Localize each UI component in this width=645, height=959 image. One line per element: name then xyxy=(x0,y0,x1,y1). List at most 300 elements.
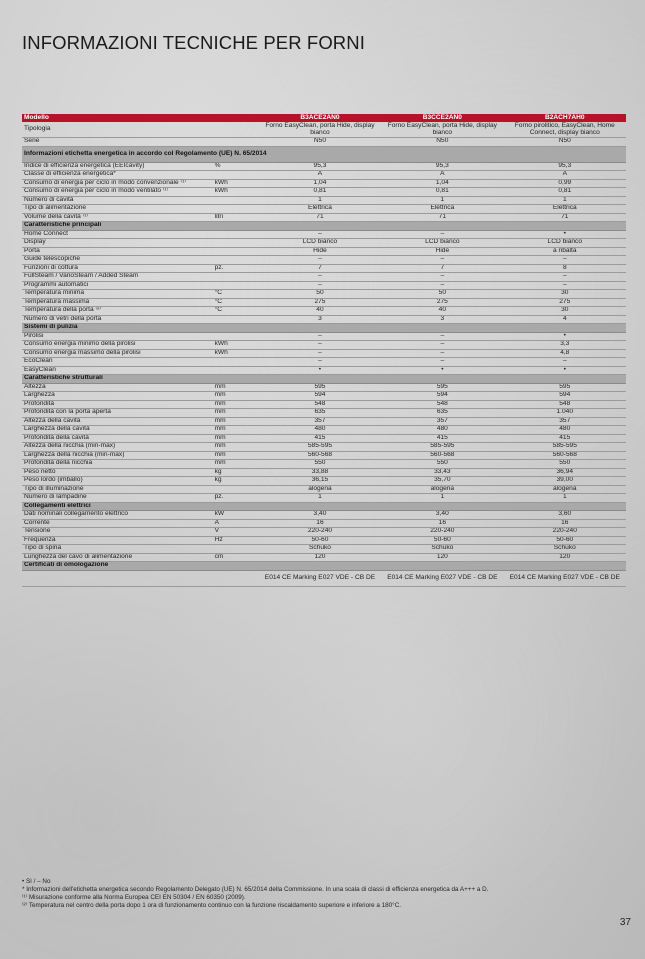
table-row xyxy=(22,298,626,307)
row-unit: kWh xyxy=(213,188,259,197)
row-value: – xyxy=(381,332,503,341)
row-unit xyxy=(213,366,259,375)
row-value: 30 xyxy=(504,290,626,299)
table-row xyxy=(22,528,626,537)
table-row xyxy=(22,171,626,180)
row-unit xyxy=(213,281,259,290)
row-value: – xyxy=(381,341,503,350)
table-row xyxy=(22,341,626,350)
row-value: 40 xyxy=(259,307,381,316)
row-value: – xyxy=(381,349,503,358)
row-value: 1 xyxy=(259,196,381,205)
row-value: 30 xyxy=(504,307,626,316)
row-value: 33,43 xyxy=(381,468,503,477)
row-unit: kWh xyxy=(213,349,259,358)
row-value: LCD bianco xyxy=(504,239,626,248)
table-row xyxy=(22,545,626,554)
row-unit: kW xyxy=(213,511,259,520)
footnote: • Sì / – No xyxy=(22,878,51,885)
row-unit: kWh xyxy=(213,179,259,188)
row-value: 560-568 xyxy=(259,451,381,460)
row-value: – xyxy=(259,273,381,282)
row-value: 16 xyxy=(259,519,381,528)
row-value: 220-240 xyxy=(504,528,626,537)
row-value: N50 xyxy=(259,138,381,147)
table-row xyxy=(22,485,626,494)
row-value: Elettrica xyxy=(259,205,381,214)
section-header-row xyxy=(22,222,626,231)
row-value: 585-595 xyxy=(381,443,503,452)
row-label: Numero di cavità xyxy=(22,196,213,205)
row-value: 1 xyxy=(381,494,503,503)
row-value: 50-60 xyxy=(381,536,503,545)
table-row xyxy=(22,239,626,248)
row-label: Consumo energia minimo della pirolisi xyxy=(22,341,213,350)
row-value: 1.040 xyxy=(504,409,626,418)
row-label: Guide telescopiche xyxy=(22,256,213,265)
row-value: 95,3 xyxy=(259,162,381,171)
table-row xyxy=(22,196,626,205)
table-row xyxy=(22,273,626,282)
row-value: – xyxy=(504,281,626,290)
table-row xyxy=(22,460,626,469)
table-row xyxy=(22,349,626,358)
table-row xyxy=(22,307,626,316)
row-unit xyxy=(213,239,259,248)
row-value: 595 xyxy=(504,383,626,392)
row-unit: mm xyxy=(213,460,259,469)
row-label xyxy=(22,570,213,586)
row-unit: mm xyxy=(213,451,259,460)
row-value: 120 xyxy=(381,553,503,562)
row-value: E014 CE Marking E027 VDE - CB DE xyxy=(259,570,381,586)
row-value: – xyxy=(259,281,381,290)
row-label: EcoClean xyxy=(22,358,213,367)
row-value: 560-568 xyxy=(381,451,503,460)
row-value: 7 xyxy=(381,264,503,273)
row-value: 1,04 xyxy=(259,179,381,188)
row-unit xyxy=(213,196,259,205)
row-value: alogena xyxy=(259,485,381,494)
row-unit xyxy=(213,358,259,367)
spec-table-container xyxy=(22,114,626,587)
section-header-row xyxy=(22,562,626,571)
row-value: 585-595 xyxy=(504,443,626,452)
row-value: 1 xyxy=(504,196,626,205)
row-unit: litri xyxy=(213,213,259,222)
row-unit: pz. xyxy=(213,264,259,273)
row-unit xyxy=(213,570,259,586)
row-value: 548 xyxy=(504,400,626,409)
row-value: 480 xyxy=(259,426,381,435)
spec-table-body xyxy=(22,122,626,586)
row-label: Altezza della cavità xyxy=(22,417,213,426)
row-label: Tipo di spina xyxy=(22,545,213,554)
row-value: 275 xyxy=(381,298,503,307)
table-row xyxy=(22,409,626,418)
row-value: – xyxy=(381,230,503,239)
row-unit: mm xyxy=(213,400,259,409)
row-label: Volume della cavità ⁽¹⁾ xyxy=(22,213,213,222)
table-row xyxy=(22,570,626,586)
row-label: Numero di lampadine xyxy=(22,494,213,503)
table-row xyxy=(22,162,626,171)
header-model: B2ACH7AH0 xyxy=(504,114,626,122)
row-unit: pz. xyxy=(213,494,259,503)
row-unit xyxy=(213,230,259,239)
row-value: A xyxy=(381,171,503,180)
header-model: B3CCE2AN0 xyxy=(381,114,503,122)
section-title: Sistemi di pulizia xyxy=(22,324,626,333)
table-row xyxy=(22,281,626,290)
table-row xyxy=(22,332,626,341)
row-label: Consumo di energia per ciclo in modo convenzionale ⁽¹⁾ xyxy=(22,179,213,188)
row-value: 36,15 xyxy=(259,477,381,486)
row-value: 1 xyxy=(381,196,503,205)
row-value: 50 xyxy=(381,290,503,299)
row-value: – xyxy=(381,273,503,282)
row-value: – xyxy=(381,281,503,290)
row-label: Frequenza xyxy=(22,536,213,545)
row-value: 3,40 xyxy=(381,511,503,520)
row-value: 480 xyxy=(381,426,503,435)
row-label: Classe di efficienza energetica* xyxy=(22,171,213,180)
row-value: 71 xyxy=(504,213,626,222)
row-value: alogena xyxy=(381,485,503,494)
row-value: 120 xyxy=(259,553,381,562)
row-value: 16 xyxy=(381,519,503,528)
row-label: Consumo energia massimo della pirolisi xyxy=(22,349,213,358)
table-row xyxy=(22,366,626,375)
row-value: – xyxy=(259,358,381,367)
row-label: Altezza della nicchia (min-max) xyxy=(22,443,213,452)
row-value: 50-60 xyxy=(504,536,626,545)
row-value: 0,99 xyxy=(504,179,626,188)
row-unit xyxy=(213,205,259,214)
row-value: A xyxy=(504,171,626,180)
table-row xyxy=(22,383,626,392)
table-row xyxy=(22,256,626,265)
row-value: 357 xyxy=(259,417,381,426)
table-row xyxy=(22,434,626,443)
row-label: Temperatura della porta ⁽²⁾ xyxy=(22,307,213,316)
row-value: 585-595 xyxy=(259,443,381,452)
row-label: Corrente xyxy=(22,519,213,528)
row-unit: A xyxy=(213,519,259,528)
table-row xyxy=(22,213,626,222)
row-value: 415 xyxy=(504,434,626,443)
row-value: LCD bianco xyxy=(381,239,503,248)
row-value: • xyxy=(504,366,626,375)
row-unit xyxy=(213,545,259,554)
row-value: – xyxy=(504,358,626,367)
table-row xyxy=(22,443,626,452)
row-value: 33,88 xyxy=(259,468,381,477)
row-value: 50-60 xyxy=(259,536,381,545)
table-row xyxy=(22,468,626,477)
page-title: INFORMAZIONI TECNICHE PER FORNI xyxy=(22,32,365,53)
table-row xyxy=(22,392,626,401)
header-model: B3ACE2AN0 xyxy=(259,114,381,122)
section-header-row xyxy=(22,375,626,384)
table-row xyxy=(22,400,626,409)
row-value: 4,8 xyxy=(504,349,626,358)
row-label: Peso netto xyxy=(22,468,213,477)
row-value: • xyxy=(504,332,626,341)
section-header-row xyxy=(22,146,626,162)
page-number: 37 xyxy=(619,917,631,928)
row-label: Larghezza della nicchia (min-max) xyxy=(22,451,213,460)
table-row xyxy=(22,451,626,460)
row-value: 548 xyxy=(381,400,503,409)
row-label: Profondità della nicchia xyxy=(22,460,213,469)
row-value: N50 xyxy=(504,138,626,147)
row-value: 4 xyxy=(504,315,626,324)
row-value: 357 xyxy=(504,417,626,426)
row-label: Display xyxy=(22,239,213,248)
row-value: – xyxy=(259,230,381,239)
row-value: Elettrica xyxy=(504,205,626,214)
row-value: – xyxy=(381,358,503,367)
row-unit xyxy=(213,332,259,341)
row-value: 36,94 xyxy=(504,468,626,477)
row-value: 560-568 xyxy=(504,451,626,460)
section-header-row xyxy=(22,502,626,511)
row-value: 3,3 xyxy=(504,341,626,350)
row-value: 635 xyxy=(381,409,503,418)
row-unit: Hz xyxy=(213,536,259,545)
table-row xyxy=(22,417,626,426)
row-value: • xyxy=(381,366,503,375)
table-row xyxy=(22,290,626,299)
footnote: ⁽²⁾ Temperatura nel centro della porta dopo 1 ora di funzionamento continuo con la funzione riscaldamento superiore e inferiore a 180°C. xyxy=(22,902,401,909)
row-label: Tipologia xyxy=(22,122,213,138)
row-unit: kg xyxy=(213,477,259,486)
row-value: 550 xyxy=(504,460,626,469)
row-value: 40 xyxy=(381,307,503,316)
row-value: Hide xyxy=(381,247,503,256)
row-unit xyxy=(213,138,259,147)
row-value: Schuko xyxy=(504,545,626,554)
row-value: 357 xyxy=(381,417,503,426)
row-value: Forno EasyClean, porta Hide, display bianco xyxy=(259,122,381,138)
row-label: Dati nominali collegamento elettrico xyxy=(22,511,213,520)
row-unit xyxy=(213,273,259,282)
row-label: Consumo di energia per ciclo in modo ventilato ⁽¹⁾ xyxy=(22,188,213,197)
row-unit: mm xyxy=(213,443,259,452)
row-value: 595 xyxy=(381,383,503,392)
row-unit: % xyxy=(213,162,259,171)
row-value: 7 xyxy=(259,264,381,273)
section-title: Informazioni etichetta energetica in accordo col Regolamento (UE) N. 65/2014 xyxy=(22,146,626,162)
row-label: Indice di efficienza energetica (EEIcavity) xyxy=(22,162,213,171)
row-unit: mm xyxy=(213,383,259,392)
row-value: 220-240 xyxy=(381,528,503,537)
row-value: 0,81 xyxy=(504,188,626,197)
row-value: LCD bianco xyxy=(259,239,381,248)
row-value: Schuko xyxy=(259,545,381,554)
row-value: N50 xyxy=(381,138,503,147)
header-unit xyxy=(213,114,259,122)
row-label: Altezza xyxy=(22,383,213,392)
row-value: 635 xyxy=(259,409,381,418)
table-row xyxy=(22,536,626,545)
row-label: Home Connect xyxy=(22,230,213,239)
row-value: • xyxy=(259,366,381,375)
row-unit: V xyxy=(213,528,259,537)
row-label: Tensione xyxy=(22,528,213,537)
table-row xyxy=(22,264,626,273)
row-value: 550 xyxy=(259,460,381,469)
row-label: Larghezza della cavità xyxy=(22,426,213,435)
footnotes xyxy=(22,878,622,910)
row-value: 95,3 xyxy=(504,162,626,171)
row-label: Numero di vetri della porta xyxy=(22,315,213,324)
table-row xyxy=(22,247,626,256)
row-label: Porta xyxy=(22,247,213,256)
row-unit xyxy=(213,122,259,138)
row-label: Programmi automatici xyxy=(22,281,213,290)
row-label: Pirolisi xyxy=(22,332,213,341)
section-header-row xyxy=(22,324,626,333)
row-value: 594 xyxy=(381,392,503,401)
row-label: Larghezza xyxy=(22,392,213,401)
row-value: 50 xyxy=(259,290,381,299)
table-row xyxy=(22,230,626,239)
row-value: 1 xyxy=(259,494,381,503)
section-title: Caratteristiche principali xyxy=(22,222,626,231)
row-label: Temperatura massima xyxy=(22,298,213,307)
table-row xyxy=(22,519,626,528)
row-value: – xyxy=(259,256,381,265)
table-row xyxy=(22,358,626,367)
row-label: Tipo di illuminazione xyxy=(22,485,213,494)
table-row xyxy=(22,205,626,214)
row-value: 550 xyxy=(381,460,503,469)
section-title: Collegamenti elettrici xyxy=(22,502,626,511)
row-label: Funzioni di cottura xyxy=(22,264,213,273)
row-unit xyxy=(213,485,259,494)
row-value: 275 xyxy=(504,298,626,307)
row-value: – xyxy=(259,332,381,341)
table-row xyxy=(22,477,626,486)
table-header-row xyxy=(22,114,626,122)
row-value: A xyxy=(259,171,381,180)
row-value: 16 xyxy=(504,519,626,528)
row-unit: mm xyxy=(213,392,259,401)
row-value: 120 xyxy=(504,553,626,562)
row-label: Peso lordo (imballo) xyxy=(22,477,213,486)
row-value: 548 xyxy=(259,400,381,409)
table-row xyxy=(22,138,626,147)
row-value: Elettrica xyxy=(381,205,503,214)
row-unit: °C xyxy=(213,298,259,307)
row-value: – xyxy=(381,256,503,265)
row-value: 35,70 xyxy=(381,477,503,486)
row-value: Schuko xyxy=(381,545,503,554)
row-label: EasyClean xyxy=(22,366,213,375)
row-unit xyxy=(213,171,259,180)
row-value: Forno pirolitico, EasyClean, Home Connect, display bianco xyxy=(504,122,626,138)
row-value: 1,04 xyxy=(381,179,503,188)
table-row xyxy=(22,511,626,520)
table-row xyxy=(22,315,626,324)
table-row xyxy=(22,179,626,188)
row-value: 1 xyxy=(504,494,626,503)
row-value: – xyxy=(504,273,626,282)
row-value: Forno EasyClean, porta Hide, display bianco xyxy=(381,122,503,138)
row-unit xyxy=(213,247,259,256)
row-unit xyxy=(213,256,259,265)
row-unit: °C xyxy=(213,290,259,299)
row-value: • xyxy=(504,230,626,239)
footnote: * Informazioni dell'etichetta energetica secondo Regolamento Delegato (UE) N. 65/2014 della Commissione. In una scala di classi di efficienza energetica da A+++ a D. xyxy=(22,886,489,893)
row-unit: mm xyxy=(213,434,259,443)
row-value: 3,60 xyxy=(504,511,626,520)
row-value: 415 xyxy=(259,434,381,443)
row-value: 0,81 xyxy=(259,188,381,197)
row-label: Profondità della cavità xyxy=(22,434,213,443)
row-value: 3 xyxy=(259,315,381,324)
row-value: alogena xyxy=(504,485,626,494)
row-value: 0,81 xyxy=(381,188,503,197)
row-value: 3,40 xyxy=(259,511,381,520)
table-row xyxy=(22,122,626,138)
table-row xyxy=(22,494,626,503)
row-unit: mm xyxy=(213,409,259,418)
row-value: 220-240 xyxy=(259,528,381,537)
row-value: 480 xyxy=(504,426,626,435)
row-label: Tipo di alimentazione xyxy=(22,205,213,214)
table-row xyxy=(22,553,626,562)
row-label: Lunghezza del cavo di alimentazione xyxy=(22,553,213,562)
row-value: 275 xyxy=(259,298,381,307)
row-label: Profondità con la porta aperta xyxy=(22,409,213,418)
header-label: Modello xyxy=(22,114,213,122)
row-value: 415 xyxy=(381,434,503,443)
row-value: 39,00 xyxy=(504,477,626,486)
section-title: Certificati di omologazione xyxy=(22,562,626,571)
row-unit: kWh xyxy=(213,341,259,350)
row-label: Temperatura minima xyxy=(22,290,213,299)
row-value: 95,3 xyxy=(381,162,503,171)
row-value: 594 xyxy=(259,392,381,401)
table-row xyxy=(22,188,626,197)
row-value: Hide xyxy=(259,247,381,256)
row-value: 594 xyxy=(504,392,626,401)
row-value: – xyxy=(504,256,626,265)
row-value: 71 xyxy=(381,213,503,222)
row-label: FullSteam / VarioSteam / Added Steam xyxy=(22,273,213,282)
row-unit: kg xyxy=(213,468,259,477)
row-unit: °C xyxy=(213,307,259,316)
row-value: E014 CE Marking E027 VDE - CB DE xyxy=(381,570,503,586)
table-row xyxy=(22,426,626,435)
row-value: – xyxy=(259,349,381,358)
row-value: – xyxy=(259,341,381,350)
section-title: Caratteristiche strutturali xyxy=(22,375,626,384)
row-value: E014 CE Marking E027 VDE - CB DE xyxy=(504,570,626,586)
row-value: a ribalta xyxy=(504,247,626,256)
row-label: Serie xyxy=(22,138,213,147)
row-unit: mm xyxy=(213,417,259,426)
row-unit: cm xyxy=(213,553,259,562)
row-value: 71 xyxy=(259,213,381,222)
row-value: 8 xyxy=(504,264,626,273)
row-unit: mm xyxy=(213,426,259,435)
row-unit xyxy=(213,315,259,324)
footnote: ⁽¹⁾ Misurazione conforme alla Norma Europea CEI EN 50304 / EN 60350 (2009). xyxy=(22,894,246,901)
